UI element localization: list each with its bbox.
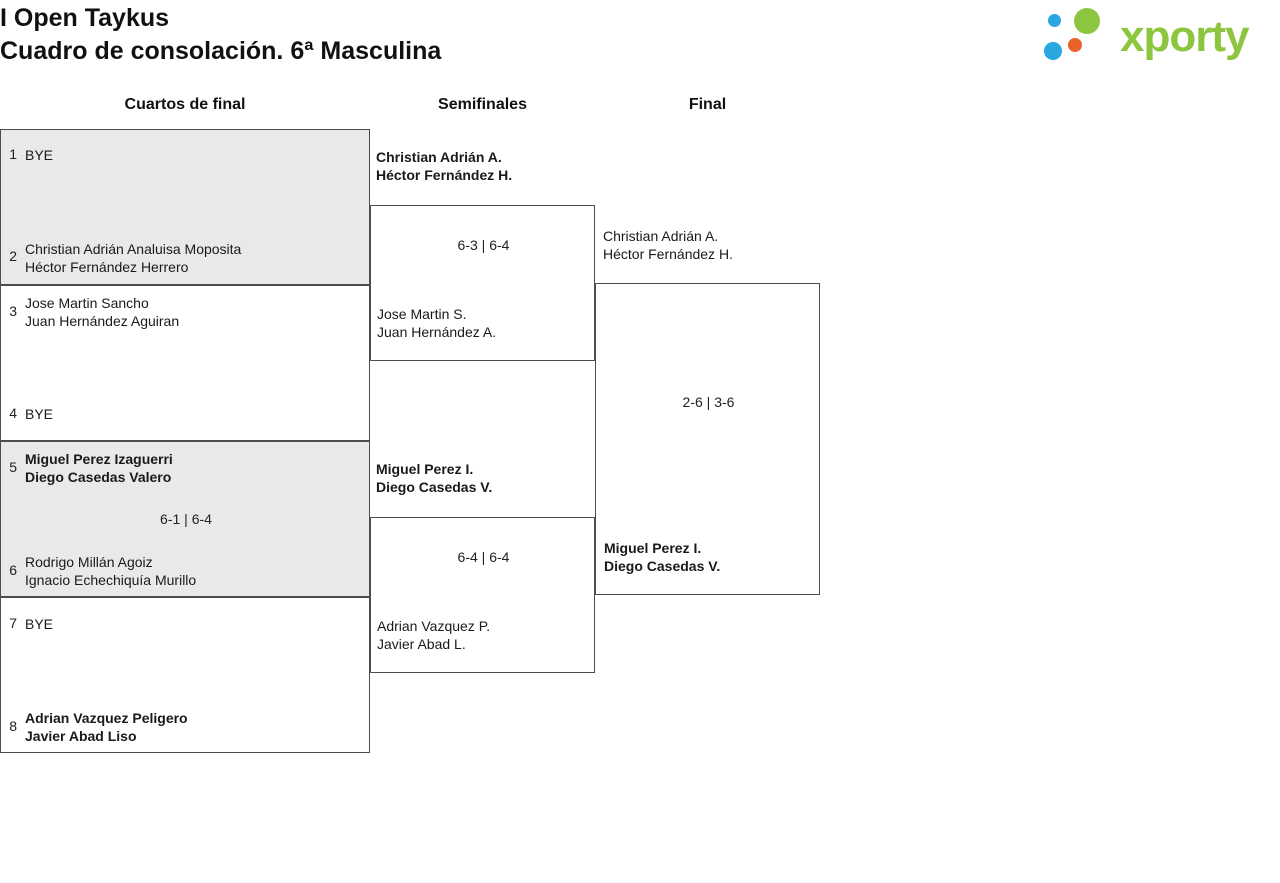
- logo-dot-blue-small: [1048, 14, 1061, 27]
- player-name: Diego Casedas V.: [376, 479, 493, 495]
- page-title: [0, 2, 441, 68]
- player-name: Juan Hernández A.: [377, 324, 497, 340]
- seed-number: 3: [9, 303, 17, 319]
- player-name: Adrian Vazquez P.: [377, 618, 491, 634]
- match-semifinal-1[interactable]: [370, 205, 595, 361]
- player-name: Jose Martin Sancho: [25, 295, 149, 311]
- seed-number: 2: [9, 248, 17, 264]
- player-name: Héctor Fernández H.: [603, 246, 733, 262]
- player-name: Javier Abad Liso: [25, 728, 137, 744]
- logo-dot-blue-large: [1044, 42, 1062, 60]
- page-header: [0, 0, 1280, 76]
- round-heading-semifinals: Semifinales: [438, 96, 527, 113]
- player-name: Christian Adrián A.: [603, 228, 719, 244]
- player-name: Rodrigo Millán Agoiz: [25, 554, 153, 570]
- match-quarterfinal-3[interactable]: [0, 441, 370, 597]
- player-name: Javier Abad L.: [377, 636, 466, 652]
- player-name: Ignacio Echechiquía Murillo: [25, 572, 197, 588]
- round-heading-quarterfinals: Cuartos de final: [124, 96, 246, 113]
- player-name: Juan Hernández Aguiran: [25, 313, 180, 329]
- round-heading-final: Final: [688, 96, 727, 113]
- player-name: Miguel Perez I.: [604, 540, 702, 556]
- player-name: Héctor Fernández Herrero: [25, 259, 189, 275]
- tournament-name: I Open Taykus: [0, 4, 170, 32]
- seed-number: 4: [9, 405, 17, 421]
- player-name: Miguel Perez Izaguerri: [25, 451, 173, 467]
- xporty-logo: [1044, 8, 1274, 66]
- logo-dot-orange: [1068, 38, 1082, 52]
- player-name: Adrian Vazquez Peligero: [25, 710, 188, 726]
- match-final[interactable]: [595, 283, 820, 595]
- logo-wordmark: xporty: [1120, 12, 1249, 61]
- player-name: Miguel Perez I.: [376, 461, 474, 477]
- logo-dot-green-large: [1074, 8, 1100, 34]
- match-score: 2-6 | 3-6: [682, 394, 735, 410]
- player-name: Jose Martin S.: [377, 306, 467, 322]
- match-semifinal-2[interactable]: [370, 517, 595, 673]
- player-name: BYE: [25, 406, 54, 422]
- match-quarterfinal-4[interactable]: [0, 597, 370, 753]
- player-name: Diego Casedas V.: [604, 558, 721, 574]
- seed-number: 8: [9, 718, 17, 734]
- match-quarterfinal-2[interactable]: [0, 285, 370, 441]
- player-name: BYE: [25, 616, 54, 632]
- seed-number: 5: [9, 459, 17, 475]
- seed-number: 7: [9, 615, 17, 631]
- seed-number: 1: [9, 146, 17, 162]
- bracket-subtitle: Cuadro de consolación. 6ª Masculina: [0, 37, 442, 65]
- seed-number: 6: [9, 562, 17, 578]
- player-name: Diego Casedas Valero: [25, 469, 172, 485]
- match-score: 6-3 | 6-4: [457, 237, 510, 253]
- player-name: BYE: [25, 147, 54, 163]
- match-score: 6-1 | 6-4: [160, 511, 212, 527]
- match-quarterfinal-1[interactable]: [0, 129, 370, 285]
- player-name: Christian Adrián Analuisa Moposita: [25, 241, 242, 257]
- match-score: 6-4 | 6-4: [457, 549, 510, 565]
- player-name: Christian Adrián A.: [376, 149, 502, 165]
- player-name: Héctor Fernández H.: [376, 167, 513, 183]
